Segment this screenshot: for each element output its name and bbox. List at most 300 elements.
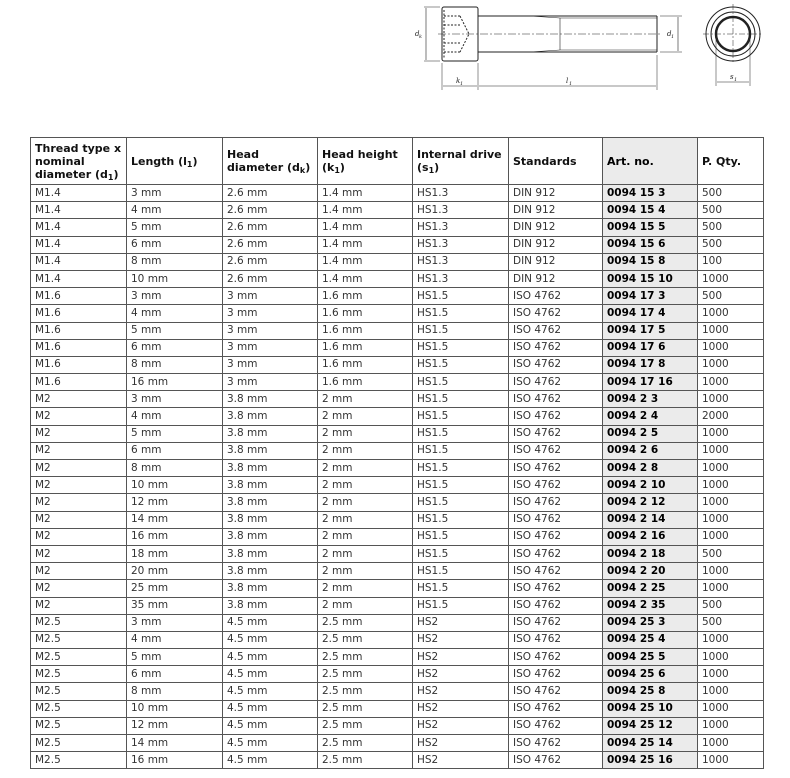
head-height-cell: 2 mm [318, 391, 413, 408]
head-height-cell: 1.6 mm [318, 305, 413, 322]
internal-drive-cell: HS1.5 [413, 425, 509, 442]
internal-drive-cell: HS1.5 [413, 460, 509, 477]
pack-qty-cell: 500 [698, 597, 764, 614]
thread-type-cell: M1.4 [31, 202, 127, 219]
column-header-art-no [603, 138, 698, 185]
header-text: Art. no. [607, 154, 654, 168]
standard-cell: ISO 4762 [509, 752, 603, 769]
internal-drive-cell: HS2 [413, 735, 509, 752]
head-diameter-cell: 3.8 mm [223, 425, 318, 442]
head-diameter-cell: 4.5 mm [223, 649, 318, 666]
table-row [31, 236, 764, 253]
head-diameter-cell: 4.5 mm [223, 735, 318, 752]
art-no-cell: 0094 17 8 [603, 356, 698, 373]
standard-cell: ISO 4762 [509, 460, 603, 477]
standard-cell: ISO 4762 [509, 339, 603, 356]
thread-type-cell: M2.5 [31, 614, 127, 631]
standard-cell: ISO 4762 [509, 494, 603, 511]
length-cell: 16 mm [127, 752, 223, 769]
head-diameter-cell: 3 mm [223, 339, 318, 356]
length-cell: 3 mm [127, 288, 223, 305]
screw-technical-drawing [400, 0, 790, 100]
table-row [31, 700, 764, 717]
d1-label: d [667, 30, 672, 38]
internal-drive-cell: HS1.3 [413, 219, 509, 236]
length-cell: 3 mm [127, 391, 223, 408]
column-header-head-height [318, 138, 413, 185]
internal-drive-cell: HS1.5 [413, 563, 509, 580]
thread-type-cell: M1.4 [31, 219, 127, 236]
head-diameter-cell: 3.8 mm [223, 477, 318, 494]
thread-type-cell: M2 [31, 460, 127, 477]
table-row [31, 460, 764, 477]
head-height-cell: 1.6 mm [318, 356, 413, 373]
head-height-cell: 2.5 mm [318, 666, 413, 683]
header-subscript: 1 [334, 166, 340, 175]
head-diameter-cell: 2.6 mm [223, 185, 318, 202]
art-no-cell: 0094 15 5 [603, 219, 698, 236]
standard-cell: ISO 4762 [509, 305, 603, 322]
thread-type-cell: M2 [31, 477, 127, 494]
standard-cell: DIN 912 [509, 270, 603, 287]
art-no-cell: 0094 2 10 [603, 477, 698, 494]
pack-qty-cell: 1000 [698, 339, 764, 356]
pack-qty-cell: 1000 [698, 752, 764, 769]
table-row [31, 494, 764, 511]
head-diameter-cell: 3 mm [223, 374, 318, 391]
art-no-cell: 0094 25 10 [603, 700, 698, 717]
column-header-length [127, 138, 223, 185]
internal-drive-cell: HS2 [413, 683, 509, 700]
svg-text:1: 1 [569, 81, 573, 87]
head-diameter-cell: 3 mm [223, 356, 318, 373]
pack-qty-cell: 1000 [698, 666, 764, 683]
table-row [31, 735, 764, 752]
internal-drive-cell: HS2 [413, 614, 509, 631]
table-row [31, 356, 764, 373]
length-cell: 12 mm [127, 717, 223, 734]
standard-cell: DIN 912 [509, 219, 603, 236]
thread-type-cell: M2 [31, 511, 127, 528]
header-text-end: ) [305, 161, 311, 174]
length-cell: 5 mm [127, 322, 223, 339]
art-no-cell: 0094 17 5 [603, 322, 698, 339]
art-no-cell: 0094 17 3 [603, 288, 698, 305]
head-diameter-cell: 3.8 mm [223, 597, 318, 614]
thread-type-cell: M1.6 [31, 339, 127, 356]
standard-cell: DIN 912 [509, 236, 603, 253]
length-cell: 35 mm [127, 597, 223, 614]
art-no-cell: 0094 15 8 [603, 253, 698, 270]
head-diameter-cell: 3 mm [223, 305, 318, 322]
standard-cell: ISO 4762 [509, 322, 603, 339]
head-diameter-cell: 2.6 mm [223, 202, 318, 219]
internal-drive-cell: HS1.5 [413, 339, 509, 356]
table-row [31, 545, 764, 562]
pack-qty-cell: 1000 [698, 631, 764, 648]
thread-type-cell: M2 [31, 580, 127, 597]
screw-spec-table [30, 137, 764, 769]
length-cell: 6 mm [127, 236, 223, 253]
table-row [31, 580, 764, 597]
pack-qty-cell: 500 [698, 202, 764, 219]
head-height-cell: 2 mm [318, 494, 413, 511]
head-height-cell: 2.5 mm [318, 614, 413, 631]
length-cell: 10 mm [127, 700, 223, 717]
internal-drive-cell: HS1.3 [413, 202, 509, 219]
art-no-cell: 0094 25 4 [603, 631, 698, 648]
internal-drive-cell: HS2 [413, 700, 509, 717]
length-cell: 4 mm [127, 631, 223, 648]
header-text: Thread type x nominal diameter (d [35, 141, 122, 181]
head-height-cell: 1.4 mm [318, 236, 413, 253]
head-height-cell: 2 mm [318, 511, 413, 528]
head-height-cell: 2.5 mm [318, 631, 413, 648]
art-no-cell: 0094 2 6 [603, 442, 698, 459]
pack-qty-cell: 1000 [698, 477, 764, 494]
head-height-cell: 2 mm [318, 545, 413, 562]
art-no-cell: 0094 2 8 [603, 460, 698, 477]
thread-type-cell: M1.4 [31, 185, 127, 202]
thread-type-cell: M1.6 [31, 288, 127, 305]
dk-label: d [415, 30, 420, 38]
head-height-cell: 2.5 mm [318, 683, 413, 700]
table-row [31, 717, 764, 734]
header-text-end: ) [339, 161, 345, 174]
head-height-cell: 2.5 mm [318, 752, 413, 769]
internal-drive-cell: HS1.5 [413, 356, 509, 373]
head-height-cell: 1.6 mm [318, 322, 413, 339]
art-no-cell: 0094 25 8 [603, 683, 698, 700]
head-diameter-cell: 3.8 mm [223, 494, 318, 511]
table-row [31, 202, 764, 219]
art-no-cell: 0094 25 16 [603, 752, 698, 769]
pack-qty-cell: 500 [698, 236, 764, 253]
pack-qty-cell: 500 [698, 288, 764, 305]
head-height-cell: 1.6 mm [318, 339, 413, 356]
table-row [31, 305, 764, 322]
art-no-cell: 0094 25 6 [603, 666, 698, 683]
svg-text:1: 1 [460, 81, 464, 87]
pack-qty-cell: 500 [698, 185, 764, 202]
header-text: Internal drive (s [417, 148, 502, 174]
head-diameter-cell: 4.5 mm [223, 752, 318, 769]
head-diameter-cell: 3.8 mm [223, 545, 318, 562]
table-row [31, 219, 764, 236]
head-diameter-cell: 4.5 mm [223, 631, 318, 648]
art-no-cell: 0094 15 3 [603, 185, 698, 202]
table-row [31, 425, 764, 442]
s1-label: s [730, 73, 734, 81]
svg-text:1: 1 [734, 77, 738, 83]
header-text: Length (l [131, 154, 187, 168]
art-no-cell: 0094 17 16 [603, 374, 698, 391]
length-cell: 10 mm [127, 270, 223, 287]
standard-cell: DIN 912 [509, 202, 603, 219]
head-height-cell: 1.4 mm [318, 253, 413, 270]
head-diameter-cell: 3.8 mm [223, 408, 318, 425]
column-header-head-diameter [223, 138, 318, 185]
pack-qty-cell: 1000 [698, 356, 764, 373]
pack-qty-cell: 1000 [698, 649, 764, 666]
art-no-cell: 0094 15 6 [603, 236, 698, 253]
internal-drive-cell: HS1.5 [413, 580, 509, 597]
pack-qty-cell: 1000 [698, 374, 764, 391]
head-height-cell: 2.5 mm [318, 649, 413, 666]
table-row [31, 666, 764, 683]
table-row [31, 339, 764, 356]
art-no-cell: 0094 15 4 [603, 202, 698, 219]
thread-type-cell: M2 [31, 442, 127, 459]
internal-drive-cell: HS1.5 [413, 597, 509, 614]
table-row [31, 649, 764, 666]
thread-type-cell: M2 [31, 528, 127, 545]
thread-type-cell: M2.5 [31, 717, 127, 734]
length-cell: 3 mm [127, 185, 223, 202]
table-row [31, 597, 764, 614]
head-height-cell: 2 mm [318, 408, 413, 425]
length-cell: 4 mm [127, 202, 223, 219]
header-subscript: 1 [107, 172, 114, 182]
header-text: Head diameter (d [227, 148, 300, 174]
column-header-pack-qty [698, 138, 764, 185]
standard-cell: ISO 4762 [509, 391, 603, 408]
pack-qty-cell: 500 [698, 614, 764, 631]
head-diameter-cell: 3 mm [223, 322, 318, 339]
table-row [31, 528, 764, 545]
table-row [31, 288, 764, 305]
head-height-cell: 2 mm [318, 528, 413, 545]
internal-drive-cell: HS1.5 [413, 322, 509, 339]
head-height-cell: 2.5 mm [318, 717, 413, 734]
pack-qty-cell: 1000 [698, 563, 764, 580]
thread-type-cell: M1.4 [31, 236, 127, 253]
standard-cell: ISO 4762 [509, 717, 603, 734]
head-diameter-cell: 4.5 mm [223, 666, 318, 683]
internal-drive-cell: HS1.3 [413, 236, 509, 253]
thread-type-cell: M2.5 [31, 683, 127, 700]
pack-qty-cell: 1000 [698, 391, 764, 408]
art-no-cell: 0094 2 20 [603, 563, 698, 580]
standard-cell: ISO 4762 [509, 288, 603, 305]
standard-cell: ISO 4762 [509, 477, 603, 494]
head-diameter-cell: 3.8 mm [223, 528, 318, 545]
thread-type-cell: M2 [31, 597, 127, 614]
standard-cell: ISO 4762 [509, 442, 603, 459]
standard-cell: ISO 4762 [509, 563, 603, 580]
column-header-internal-drive [413, 138, 509, 185]
pack-qty-cell: 1000 [698, 494, 764, 511]
table-header-row [31, 138, 764, 185]
pack-qty-cell: 1000 [698, 425, 764, 442]
length-cell: 12 mm [127, 494, 223, 511]
art-no-cell: 0094 25 5 [603, 649, 698, 666]
internal-drive-cell: HS1.5 [413, 528, 509, 545]
table-row [31, 511, 764, 528]
head-diameter-cell: 3.8 mm [223, 563, 318, 580]
table-row [31, 477, 764, 494]
art-no-cell: 0094 25 3 [603, 614, 698, 631]
thread-type-cell: M2.5 [31, 735, 127, 752]
internal-drive-cell: HS1.5 [413, 408, 509, 425]
table-row [31, 408, 764, 425]
art-no-cell: 0094 2 5 [603, 425, 698, 442]
head-diameter-cell: 3 mm [223, 288, 318, 305]
pack-qty-cell: 1000 [698, 528, 764, 545]
standard-cell: ISO 4762 [509, 597, 603, 614]
thread-type-cell: M1.6 [31, 305, 127, 322]
thread-type-cell: M1.6 [31, 322, 127, 339]
length-cell: 5 mm [127, 219, 223, 236]
table-row [31, 563, 764, 580]
pack-qty-cell: 1000 [698, 735, 764, 752]
thread-type-cell: M2 [31, 545, 127, 562]
thread-type-cell: M2 [31, 391, 127, 408]
length-cell: 8 mm [127, 683, 223, 700]
head-height-cell: 1.4 mm [318, 270, 413, 287]
internal-drive-cell: HS2 [413, 717, 509, 734]
pack-qty-cell: 1000 [698, 322, 764, 339]
standard-cell: ISO 4762 [509, 666, 603, 683]
head-diameter-cell: 2.6 mm [223, 253, 318, 270]
length-cell: 6 mm [127, 442, 223, 459]
length-cell: 3 mm [127, 614, 223, 631]
pack-qty-cell: 1000 [698, 717, 764, 734]
internal-drive-cell: HS1.3 [413, 185, 509, 202]
art-no-cell: 0094 2 18 [603, 545, 698, 562]
length-cell: 8 mm [127, 253, 223, 270]
table-row [31, 683, 764, 700]
standard-cell: ISO 4762 [509, 580, 603, 597]
table-row [31, 752, 764, 769]
standard-cell: ISO 4762 [509, 631, 603, 648]
screw-side-view [424, 7, 682, 90]
pack-qty-cell: 1000 [698, 580, 764, 597]
length-cell: 4 mm [127, 408, 223, 425]
head-diameter-cell: 4.5 mm [223, 614, 318, 631]
standard-cell: ISO 4762 [509, 700, 603, 717]
internal-drive-cell: HS1.5 [413, 511, 509, 528]
internal-drive-cell: HS1.5 [413, 477, 509, 494]
thread-type-cell: M1.4 [31, 270, 127, 287]
standard-cell: ISO 4762 [509, 614, 603, 631]
header-subscript: 1 [186, 159, 193, 169]
length-cell: 10 mm [127, 477, 223, 494]
length-cell: 4 mm [127, 305, 223, 322]
internal-drive-cell: HS1.5 [413, 545, 509, 562]
length-cell: 8 mm [127, 460, 223, 477]
table-row [31, 270, 764, 287]
thread-type-cell: M2.5 [31, 631, 127, 648]
pack-qty-cell: 1000 [698, 683, 764, 700]
column-header-thread-type [31, 138, 127, 185]
table-row [31, 631, 764, 648]
thread-type-cell: M2.5 [31, 752, 127, 769]
table-row [31, 374, 764, 391]
thread-type-cell: M2.5 [31, 666, 127, 683]
table-row [31, 185, 764, 202]
header-text-end: ) [434, 161, 440, 174]
head-height-cell: 2 mm [318, 563, 413, 580]
head-height-cell: 2 mm [318, 425, 413, 442]
pack-qty-cell: 100 [698, 253, 764, 270]
head-diameter-cell: 3.8 mm [223, 511, 318, 528]
head-diameter-cell: 4.5 mm [223, 717, 318, 734]
length-cell: 5 mm [127, 649, 223, 666]
head-diameter-cell: 2.6 mm [223, 270, 318, 287]
standard-cell: DIN 912 [509, 253, 603, 270]
pack-qty-cell: 1000 [698, 442, 764, 459]
pack-qty-cell: 1000 [698, 460, 764, 477]
svg-text:1: 1 [671, 34, 675, 40]
internal-drive-cell: HS2 [413, 649, 509, 666]
table-row [31, 253, 764, 270]
standard-cell: ISO 4762 [509, 545, 603, 562]
internal-drive-cell: HS2 [413, 752, 509, 769]
thread-type-cell: M2 [31, 408, 127, 425]
internal-drive-cell: HS1.3 [413, 253, 509, 270]
column-header-standards [509, 138, 603, 185]
table-row [31, 442, 764, 459]
head-height-cell: 2 mm [318, 442, 413, 459]
table-row [31, 322, 764, 339]
header-subscript: k [299, 166, 306, 175]
head-height-cell: 2 mm [318, 477, 413, 494]
art-no-cell: 0094 25 14 [603, 735, 698, 752]
pack-qty-cell: 1000 [698, 511, 764, 528]
head-diameter-cell: 3.8 mm [223, 391, 318, 408]
art-no-cell: 0094 2 35 [603, 597, 698, 614]
length-cell: 18 mm [127, 545, 223, 562]
table-row [31, 391, 764, 408]
internal-drive-cell: HS1.5 [413, 391, 509, 408]
art-no-cell: 0094 2 25 [603, 580, 698, 597]
svg-text:k: k [419, 34, 423, 40]
thread-type-cell: M1.6 [31, 356, 127, 373]
thread-type-cell: M1.4 [31, 253, 127, 270]
standard-cell: ISO 4762 [509, 408, 603, 425]
length-cell: 14 mm [127, 735, 223, 752]
header-text-end: ) [113, 167, 119, 181]
art-no-cell: 0094 15 10 [603, 270, 698, 287]
art-no-cell: 0094 2 14 [603, 511, 698, 528]
art-no-cell: 0094 2 16 [603, 528, 698, 545]
length-cell: 6 mm [127, 339, 223, 356]
internal-drive-cell: HS1.5 [413, 442, 509, 459]
thread-type-cell: M2.5 [31, 700, 127, 717]
pack-qty-cell: 1000 [698, 270, 764, 287]
length-cell: 20 mm [127, 563, 223, 580]
head-diameter-cell: 4.5 mm [223, 683, 318, 700]
art-no-cell: 0094 2 4 [603, 408, 698, 425]
table-row [31, 614, 764, 631]
pack-qty-cell: 500 [698, 219, 764, 236]
internal-drive-cell: HS1.5 [413, 374, 509, 391]
pack-qty-cell: 1000 [698, 305, 764, 322]
internal-drive-cell: HS2 [413, 631, 509, 648]
header-text-end: ) [192, 154, 198, 168]
pack-qty-cell: 1000 [698, 700, 764, 717]
internal-drive-cell: HS1.5 [413, 288, 509, 305]
standard-cell: ISO 4762 [509, 649, 603, 666]
head-diameter-cell: 3.8 mm [223, 442, 318, 459]
standard-cell: ISO 4762 [509, 356, 603, 373]
internal-drive-cell: HS1.5 [413, 494, 509, 511]
head-height-cell: 2.5 mm [318, 735, 413, 752]
head-height-cell: 1.6 mm [318, 374, 413, 391]
head-height-cell: 1.4 mm [318, 202, 413, 219]
head-height-cell: 2 mm [318, 580, 413, 597]
